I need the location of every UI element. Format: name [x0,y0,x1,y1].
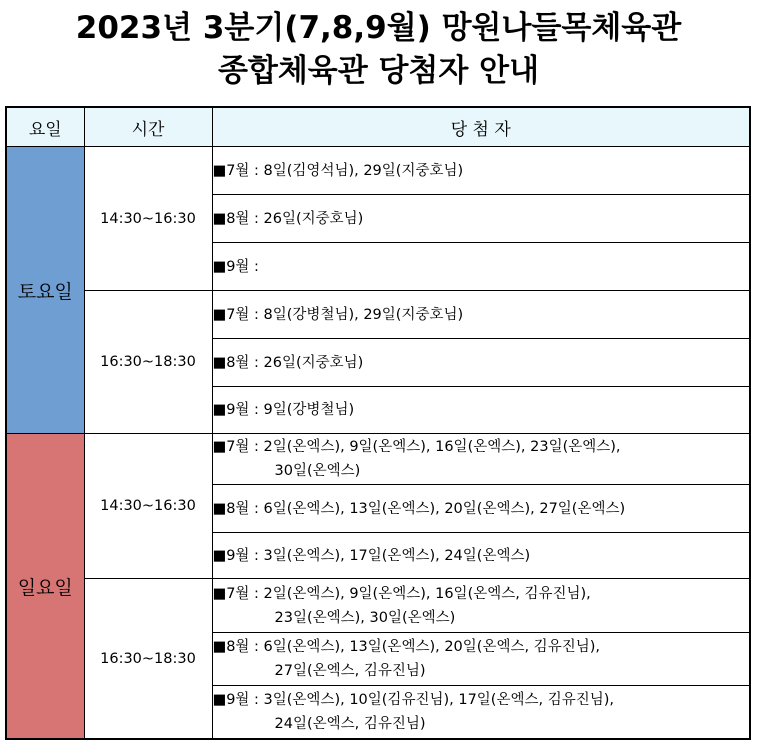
header-day: 요일 [6,107,84,147]
winner-entry [212,533,750,579]
entry-line-continued: 30일(온엑스) [274,463,361,479]
winner-entry [212,485,750,533]
winner-entry [212,147,750,195]
winner-entry [212,579,750,633]
time-cell: 16:30~18:30 [84,579,212,740]
winner-entry [212,339,750,387]
winner-entry [212,291,750,339]
winner-entry [212,434,750,485]
entry-line: ■7월 : 8일(김영석님), 29일(지중호님) [212,162,464,179]
entry-line: ■8월 : 6일(온엑스), 13일(온엑스), 20일(온엑스, 김유진님), [212,639,600,655]
entry-line-continued: 27일(온엑스, 김유진님) [274,663,426,679]
entry-line: ■8월 : 26일(지중호님) [212,210,364,227]
entry-line-continued: 24일(온엑스, 김유진님) [274,716,426,732]
time-cell: 14:30~16:30 [84,434,212,579]
winner-entry [212,633,750,686]
entry-line: ■7월 : 2일(온엑스), 9일(온엑스), 16일(온엑스, 김유진님), [212,585,591,602]
entry-line: ■9월 : 9일(강병철님) [212,402,355,418]
winner-entry [212,686,750,740]
winner-entry [212,387,750,434]
page-title-line-1: 2023년 3분기(7,8,9월) 망원나들목체육관 [75,10,682,46]
entry-line: ■7월 : 2일(온엑스), 9일(온엑스), 16일(온엑스), 23일(온엑스), [212,439,621,455]
day-cell-saturday: 토요일 [6,147,84,434]
header-time: 시간 [84,107,212,147]
entry-line: ■9월 : 3일(온엑스), 17일(온엑스), 24일(온엑스) [212,547,531,564]
header-winners: 당 첨 자 [212,107,750,147]
winners-table [5,106,751,740]
entry-line-continued: 23일(온엑스), 30일(온엑스) [274,609,456,626]
entry-line: ■8월 : 6일(온엑스), 13일(온엑스), 20일(온엑스), 27일(온엑스) [212,500,626,517]
entry-line: ■7월 : 8일(강병철님), 29일(지중호님) [212,306,464,323]
time-cell: 16:30~18:30 [84,291,212,434]
winner-entry [212,243,750,291]
page-title-line-2: 종합체육관 당첨자 안내 [217,53,540,89]
entry-line: ■9월 : [212,258,259,275]
time-cell: 14:30~16:30 [84,147,212,291]
entry-line: ■8월 : 26일(지중호님) [212,354,364,371]
entry-line: ■9월 : 3일(온엑스), 10일(김유진님), 17일(온엑스, 김유진님), [212,692,614,708]
day-cell-sunday: 일요일 [6,434,84,740]
winner-entry [212,195,750,243]
